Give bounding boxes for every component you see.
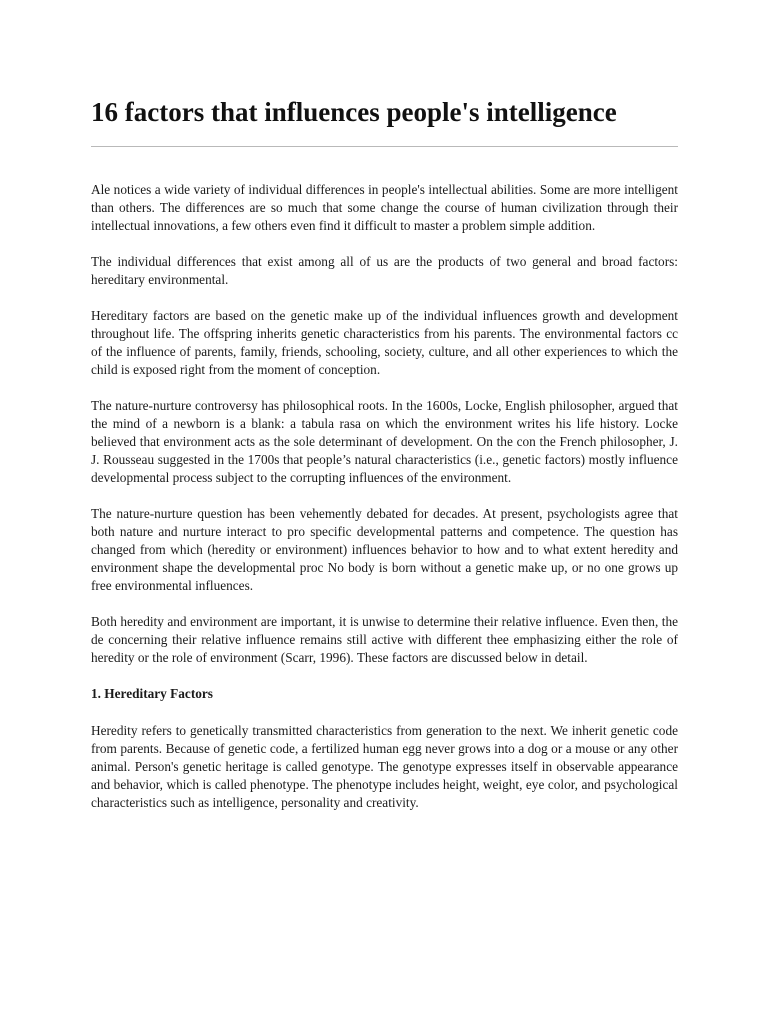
paragraph-intro: Ale notices a wide variety of individual differences in people's intellectual abilities. Some are more intelligent than others. The differences are so much that some change the course of human civilization through their intellectual innovations, a few others even find it difficult to master a problem simple addition.: [91, 182, 678, 233]
paragraph-heredity-definition: Heredity refers to genetically transmitted characteristics from generation to the next. We inherit genetic code from parents. Because of genetic code, a fertilized human egg never grows into a dog or a mouse or any other animal. Person's genetic heritage is called genotype. The genotype expresses itself in observable appearance and behavior, which is called phenotype. The phenotype includes height, weight, eye color, and psychological characteristics such as intelligence, personality and creativity.: [91, 723, 678, 810]
paragraph-factors: The individual differences that exist among all of us are the products of two general and broad factors: hereditary environmental.: [91, 254, 678, 287]
document-body: [91, 181, 678, 830]
paragraph-relative-influence: Both heredity and environment are important, it is unwise to determine their relative influence. Even then, the de concerning their relative influence remains still active with different thee emphasizing either the role of heredity or the role of environment (Scarr, 1996). These factors are discussed below in detail.: [91, 614, 678, 665]
paragraph-nature-nurture-roots: The nature-nurture controversy has philosophical roots. In the 1600s, Locke, English philosopher, argued that the mind of a newborn is a blank: a tabula rasa on which the environment writes his life history. Locke believed that environment acts as the sole determinant of development. On the con the French philosopher, J. J. Rousseau suggested in the 1700s that people’s natural characteristics (i.e., genetic factors) mostly influence developmental process subject to the corrupting influences of the environment.: [91, 398, 678, 485]
document-title: 16 factors that influences people's intelligence: [91, 97, 617, 127]
paragraph-hereditary-environmental: Hereditary factors are based on the genetic make up of the individual influences growth and development throughout life. The offspring inherits genetic characteristics from his parents. The environmental factors cc of the influence of parents, family, friends, schooling, society, culture, and all other experiences to which the child is exposed right from the moment of conception.: [91, 308, 678, 377]
title-divider: [91, 146, 678, 147]
paragraph-nature-nurture-debate: The nature-nurture question has been vehemently debated for decades. At present, psychologists agree that both nature and nurture interact to pro specific developmental patterns and competence. The question has changed from which (heredity or environment) influences behavior to how and to what extent heredity and environment shape the developmental proc No body is born without a genetic make up, or no one grows up free environmental influences.: [91, 506, 678, 593]
section-heading-hereditary-factors: 1. Hereditary Factors: [91, 686, 213, 701]
